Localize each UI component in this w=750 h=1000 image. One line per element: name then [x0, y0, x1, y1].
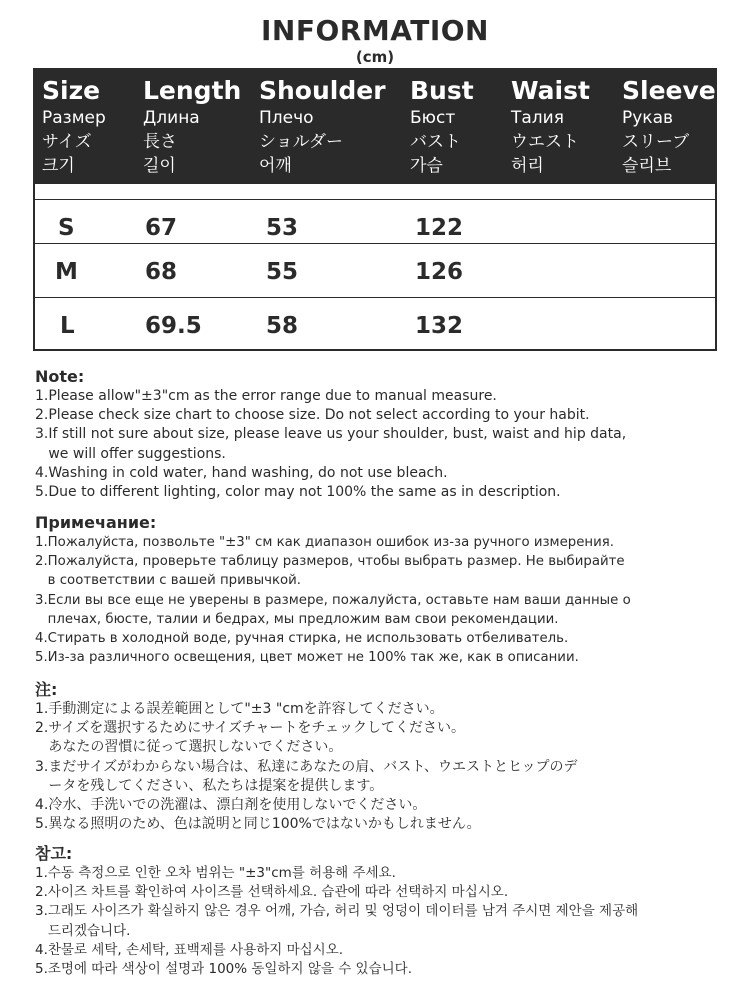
- column-header-length: [143, 76, 241, 178]
- note-line: 드리겠습니다.: [35, 922, 131, 939]
- header-ko: 슬리브: [622, 156, 672, 176]
- note-line: плечах, бюсте, талии и бедрах, мы предложим вам свои рекомендации.: [35, 611, 559, 627]
- note-line: 3.그래도 사이즈가 확실하지 않은 경우 어깨, 가슴, 허리 및 엉덩이 데이터를 남겨 주시면 제안을 제공해: [35, 903, 639, 920]
- cell-shoulder: 58: [266, 313, 299, 339]
- note-line: ータを残してください、私たちは提案を提供します。: [35, 777, 384, 794]
- column-header-shoulder: [259, 76, 386, 178]
- note-line: 5.조명에 따라 색상이 설명과 100% 동일하지 않을 수 있습니다.: [35, 961, 412, 978]
- header-en: Size: [42, 76, 101, 105]
- unit-label: (cm): [355, 48, 395, 66]
- header-ru: Талия: [511, 108, 564, 128]
- notes-heading: Примечание:: [35, 513, 157, 532]
- cell-size: L: [60, 313, 75, 339]
- note-line: 3.Если вы все еще не уверены в размере, пожалуйста, оставьте нам ваши данные о: [35, 592, 631, 608]
- header-ru: Плечо: [259, 108, 314, 128]
- note-line: 4.Washing in cold water, hand washing, do not use bleach.: [35, 464, 448, 481]
- column-header-bust: [410, 76, 474, 178]
- column-header-size: [42, 76, 106, 178]
- cell-shoulder: 53: [266, 215, 299, 241]
- cell-shoulder: 55: [266, 259, 299, 285]
- header-ko: 길이: [143, 156, 176, 176]
- note-line: 2.사이즈 차트를 확인하여 사이즈를 선택하세요. 습관에 따라 선택하지 마십시오.: [35, 884, 509, 901]
- cell-bust: 132: [415, 313, 464, 339]
- note-line: 1.Please allow"±3"cm as the error range due to manual measure.: [35, 388, 497, 404]
- table-row: [35, 243, 715, 300]
- note-line: 4.찬물로 세탁, 손세탁, 표백제를 사용하지 마십시오.: [35, 941, 344, 958]
- note-line: 2.サイズを選択するためにサイズチャートをチェックしてください。: [35, 720, 465, 737]
- notes-russian: [35, 512, 735, 667]
- cell-size: S: [58, 215, 75, 241]
- note-line: 3.If still not sure about size, please leave us your shoulder, bust, waist and hip data,: [35, 426, 627, 443]
- note-line: 1.Пожалуйста, позвольте "±3" см как диапазон ошибок из-за ручного измерения.: [35, 535, 614, 550]
- cell-bust: 126: [415, 259, 464, 285]
- cell-bust: 122: [415, 215, 464, 241]
- notes-japanese: [35, 679, 735, 834]
- note-line: 1.수동 측정으로 인한 오차 범위는 "±3"cm를 허용해 주세요.: [35, 865, 396, 881]
- note-line: 3.まだサイズがわからない場合は、私達にあなたの肩、バスト、ウエストとヒップのデ: [35, 758, 578, 775]
- header-ru: Бюст: [410, 108, 456, 128]
- header-en: Shoulder: [259, 76, 386, 105]
- notes-heading: 注:: [35, 680, 58, 699]
- header-en: Bust: [410, 76, 474, 105]
- notes-heading: Note:: [35, 367, 85, 386]
- header-ru: Длина: [143, 108, 200, 128]
- note-line: 5.異なる照明のため、色は説明と同じ100%ではないかもしれません。: [35, 816, 481, 833]
- note-line: 5.Due to different lighting, color may not 100% the same as in description.: [35, 484, 561, 501]
- cell-size: M: [55, 259, 78, 285]
- header-ja: ショルダー: [259, 132, 343, 152]
- header-en: Waist: [511, 76, 590, 105]
- notes-english: [35, 366, 735, 502]
- note-line: в соответствии с вашей привычкой.: [35, 573, 301, 589]
- header-ja: スリーブ: [622, 132, 690, 152]
- header-en: Sleeve: [622, 76, 716, 105]
- header-ru: Рукав: [622, 108, 674, 128]
- header-ko: 크기: [42, 156, 75, 176]
- header-ko: 허리: [511, 156, 544, 176]
- page-title: INFORMATION: [261, 14, 489, 47]
- header-en: Length: [143, 76, 242, 105]
- note-line: 4.Стирать в холодной воде, ручная стирка, не использовать отбеливатель.: [35, 631, 569, 647]
- note-line: 2.Пожалуйста, проверьте таблицу размеров, чтобы выбрать размер. Не выбирайте: [35, 554, 625, 570]
- cell-length: 69.5: [145, 313, 202, 339]
- header-ja: 長さ: [143, 132, 177, 152]
- column-header-sleeve: [622, 76, 716, 178]
- size-chart-table: [33, 68, 717, 351]
- header-ko: 어깨: [259, 156, 292, 176]
- table-header: [35, 70, 715, 184]
- note-line: 1.手動測定による誤差範囲として"±3 "cmを許容してください。: [35, 701, 444, 717]
- header-ja: ウエスト: [511, 132, 579, 152]
- notes-korean: [35, 843, 735, 979]
- notes-heading: 참고:: [35, 844, 73, 863]
- header-ja: バスト: [410, 132, 461, 152]
- header-ja: サイズ: [42, 132, 92, 152]
- header-ru: Размер: [42, 108, 106, 128]
- column-header-waist: [511, 76, 590, 178]
- note-line: we will offer suggestions.: [35, 445, 226, 462]
- header-ko: 가슴: [410, 156, 443, 176]
- note-line: あなたの習慣に従って選択しないでください。: [35, 739, 343, 756]
- note-line: 4.冷水、手洗いでの洗濯は、漂白剤を使用しないでください。: [35, 797, 427, 814]
- table-row: [35, 297, 715, 354]
- cell-length: 68: [145, 259, 178, 285]
- cell-length: 67: [145, 215, 178, 241]
- note-line: 5.Из-за различного освещения, цвет может не 100% так же, как в описании.: [35, 650, 579, 666]
- note-line: 2.Please check size chart to choose size. Do not select according to your habit.: [35, 407, 590, 424]
